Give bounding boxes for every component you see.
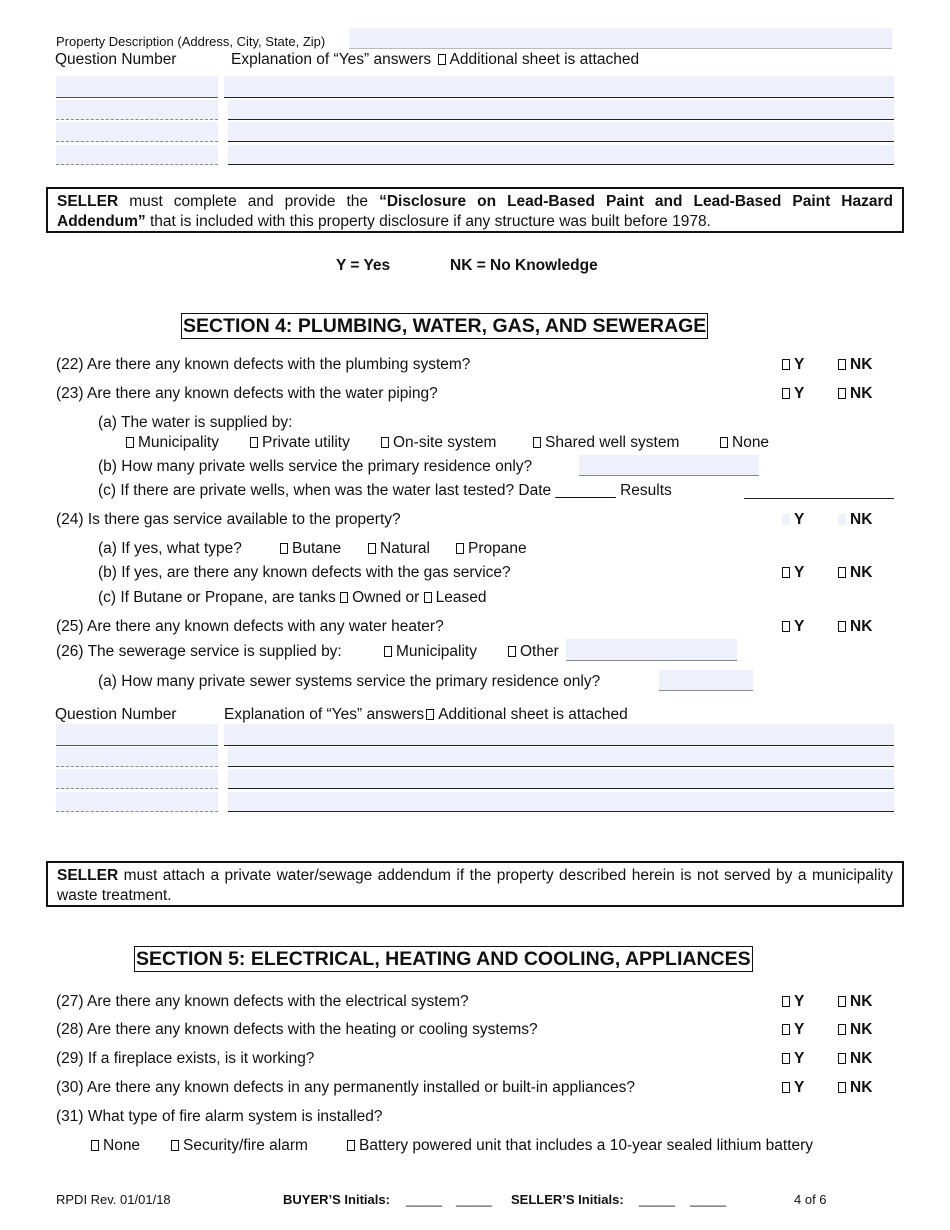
q28-nk[interactable]: NK — [838, 1021, 872, 1039]
water-option[interactable]: Municipality — [126, 434, 219, 452]
checkbox[interactable] — [838, 567, 846, 578]
seller-initials-field[interactable]: _____ — [639, 1192, 676, 1207]
checkbox[interactable] — [838, 388, 846, 399]
question-number-input[interactable] — [56, 792, 218, 812]
checkbox[interactable] — [368, 543, 376, 554]
seller-initials-field[interactable]: _____ — [690, 1192, 727, 1207]
sewer-other-option[interactable]: Other — [508, 643, 559, 661]
water-option[interactable]: Private utility — [250, 434, 350, 452]
q22-nk[interactable]: NK — [838, 356, 872, 374]
seller-initials-label: SELLER’S Initials: — [511, 1192, 624, 1207]
q25-yes[interactable]: Y — [782, 618, 804, 636]
page-number: 4 of 6 — [794, 1192, 827, 1207]
question-23c: (c) If there are private wells, when was the water last tested? Date _______ Results — [98, 482, 672, 499]
sewage-addendum-notice: SELLER must attach a private water/sewage addendum if the property described herein is not served by a municipality waste treatment. — [46, 861, 904, 907]
q30-yes[interactable]: Y — [782, 1079, 804, 1097]
legend-nk: NK = No Knowledge — [450, 257, 598, 274]
gas-type-option[interactable]: Natural — [368, 540, 430, 558]
checkbox[interactable] — [782, 1053, 790, 1064]
alarm-option[interactable]: Battery powered unit that includes a 10-year sealed lithium battery — [347, 1137, 813, 1155]
checkbox[interactable] — [838, 621, 846, 632]
q22-yes[interactable]: Y — [782, 356, 804, 374]
question-31: (31) What type of fire alarm system is installed? — [56, 1108, 383, 1125]
question-number-input[interactable] — [56, 76, 218, 98]
q24b-nk[interactable]: NK — [838, 564, 872, 582]
question-23b: (b) How many private wells service the primary residence only? — [98, 458, 533, 475]
q29-yes[interactable]: Y — [782, 1050, 804, 1068]
q24-nk[interactable]: NK — [838, 511, 872, 529]
explanation-header: Explanation of “Yes” answers Additional sheet is attached — [224, 706, 628, 723]
question-25: (25) Are there any known defects with any water heater? — [56, 618, 444, 635]
buyer-initials-field[interactable]: _____ — [456, 1192, 493, 1207]
question-24a: (a) If yes, what type? — [98, 540, 242, 557]
private-wells-count-input[interactable] — [579, 455, 759, 476]
sewer-other-input[interactable] — [566, 639, 737, 661]
additional-sheet-checkbox[interactable] — [426, 709, 434, 720]
question-29: (29) If a fireplace exists, is it working? — [56, 1050, 315, 1067]
water-option[interactable]: On-site system — [381, 434, 496, 452]
checkbox[interactable] — [838, 1082, 846, 1093]
lead-paint-notice: SELLER must complete and provide the “Disclosure on Lead-Based Paint and Lead-Based Paint Hazard Addendum” that is included with this property disclosure if any structure was built before 1978. — [46, 187, 904, 233]
q27-yes[interactable]: Y — [782, 993, 804, 1011]
checkbox[interactable] — [508, 646, 516, 657]
question-number-input[interactable] — [56, 145, 218, 165]
water-option[interactable]: None — [720, 434, 769, 452]
section-5-title: SECTION 5: ELECTRICAL, HEATING AND COOLING, APPLIANCES — [136, 948, 751, 970]
q25-nk[interactable]: NK — [838, 618, 872, 636]
legend-yes: Y = Yes — [336, 257, 391, 274]
water-option[interactable]: Shared well system — [533, 434, 679, 452]
explanation-input[interactable] — [228, 747, 894, 767]
explanation-input[interactable] — [228, 792, 894, 812]
question-number-input[interactable] — [56, 769, 218, 789]
question-24c: (c) If Butane or Propane, are tanks Owned or Leased — [98, 589, 487, 606]
additional-sheet-checkbox[interactable] — [438, 54, 446, 65]
checkbox[interactable] — [456, 543, 464, 554]
checkbox[interactable] — [347, 1140, 355, 1151]
question-27: (27) Are there any known defects with the electrical system? — [56, 993, 469, 1010]
checkbox[interactable] — [782, 388, 790, 399]
checkbox[interactable] — [533, 437, 541, 448]
checkbox[interactable] — [838, 1024, 846, 1035]
checkbox[interactable] — [782, 359, 790, 370]
q28-yes[interactable]: Y — [782, 1021, 804, 1039]
checkbox[interactable] — [782, 1024, 790, 1035]
checkbox[interactable] — [126, 437, 134, 448]
checkbox[interactable] — [250, 437, 258, 448]
checkbox[interactable] — [91, 1140, 99, 1151]
checkbox[interactable] — [782, 514, 790, 525]
sewer-municipality-option[interactable]: Municipality — [384, 643, 477, 661]
water-test-results-input[interactable] — [744, 482, 894, 499]
property-description-input[interactable] — [349, 28, 892, 49]
q29-nk[interactable]: NK — [838, 1050, 872, 1068]
property-description-label: Property Description (Address, City, State, Zip) — [56, 34, 326, 49]
leased-checkbox[interactable] — [424, 592, 432, 603]
checkbox[interactable] — [384, 646, 392, 657]
gas-type-option[interactable]: Butane — [280, 540, 341, 558]
explanation-input[interactable] — [228, 145, 894, 165]
owned-checkbox[interactable] — [340, 592, 348, 603]
q24b-yes[interactable]: Y — [782, 564, 804, 582]
question-number-input[interactable] — [56, 747, 218, 767]
question-24: (24) Is there gas service available to the property? — [56, 511, 401, 528]
private-sewer-count-input[interactable] — [659, 670, 753, 691]
question-22: (22) Are there any known defects with the plumbing system? — [56, 356, 471, 373]
checkbox[interactable] — [782, 567, 790, 578]
checkbox[interactable] — [280, 543, 288, 554]
explanation-input[interactable] — [228, 122, 894, 142]
question-26: (26) The sewerage service is supplied by: — [56, 643, 342, 660]
checkbox[interactable] — [720, 437, 728, 448]
q30-nk[interactable]: NK — [838, 1079, 872, 1097]
checkbox[interactable] — [838, 514, 846, 525]
buyer-initials-label: BUYER’S Initials: — [283, 1192, 390, 1207]
checkbox[interactable] — [782, 621, 790, 632]
buyer-initials-field[interactable]: _____ — [406, 1192, 443, 1207]
q24-yes[interactable]: Y — [782, 511, 804, 529]
checkbox[interactable] — [381, 437, 389, 448]
question-23a: (a) The water is supplied by: — [98, 414, 293, 431]
explanation-input[interactable] — [228, 769, 894, 789]
q23-yes[interactable]: Y — [782, 385, 804, 403]
question-23: (23) Are there any known defects with the water piping? — [56, 385, 438, 402]
checkbox[interactable] — [838, 1053, 846, 1064]
alarm-option[interactable]: None — [91, 1137, 140, 1155]
alarm-option[interactable]: Security/fire alarm — [171, 1137, 308, 1155]
question-number-input[interactable] — [56, 122, 218, 142]
explanation-header: Explanation of “Yes” answers Additional sheet is attached — [231, 51, 640, 68]
question-24b: (b) If yes, are there any known defects with the gas service? — [98, 564, 511, 581]
q27-nk[interactable]: NK — [838, 993, 872, 1011]
checkbox[interactable] — [171, 1140, 179, 1151]
gas-type-option[interactable]: Propane — [456, 540, 527, 558]
explanation-input[interactable] — [224, 724, 894, 746]
question-28: (28) Are there any known defects with the heating or cooling systems? — [56, 1021, 538, 1038]
question-26a: (a) How many private sewer systems service the primary residence only? — [98, 673, 601, 690]
checkbox[interactable] — [838, 359, 846, 370]
question-number-input[interactable] — [56, 100, 218, 120]
checkbox[interactable] — [782, 996, 790, 1007]
form-revision: RPDI Rev. 01/01/18 — [56, 1192, 171, 1207]
explanation-input[interactable] — [224, 76, 894, 98]
question-number-input[interactable] — [56, 724, 218, 746]
section-4-title: SECTION 4: PLUMBING, WATER, GAS, AND SEWERAGE — [183, 315, 707, 337]
question-number-header: Question Number — [55, 51, 177, 68]
explanation-input[interactable] — [228, 100, 894, 120]
q23-nk[interactable]: NK — [838, 385, 872, 403]
question-30: (30) Are there any known defects in any permanently installed or built-in appliances? — [56, 1079, 635, 1096]
question-number-header: Question Number — [55, 706, 177, 723]
checkbox[interactable] — [838, 996, 846, 1007]
checkbox[interactable] — [782, 1082, 790, 1093]
